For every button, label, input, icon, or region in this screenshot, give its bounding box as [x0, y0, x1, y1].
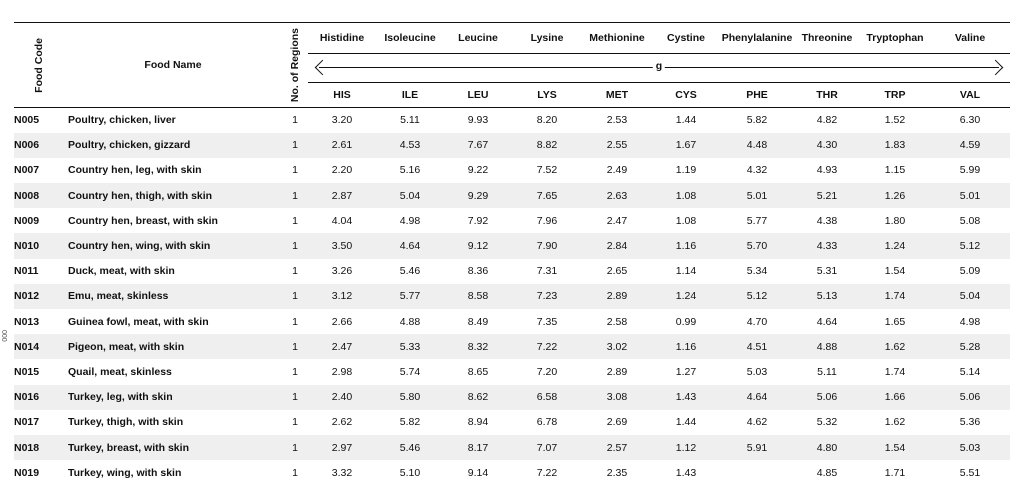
value-cell-leu: 8.36 — [467, 265, 489, 278]
value-cell-val: 5.09 — [959, 265, 981, 278]
regions-cell: 1 — [292, 365, 298, 378]
amino-abbr-ile: ILE — [376, 83, 444, 108]
value-cell-met: 2.58 — [606, 315, 628, 328]
value-cell-leu: 8.62 — [467, 391, 489, 404]
value-cell-met: 2.69 — [606, 416, 628, 429]
value-cell-met: 2.47 — [606, 214, 628, 227]
value-cell-leu: 7.92 — [467, 214, 489, 227]
value-cell-val: 5.99 — [959, 164, 981, 177]
food-code-cell: N006 — [14, 139, 40, 152]
value-cell-met: 2.35 — [606, 466, 628, 479]
value-cell-lys: 7.22 — [536, 340, 558, 353]
food-code-cell: N011 — [14, 265, 39, 278]
value-cell-thr: 4.80 — [816, 441, 838, 454]
amino-abbr-trp: TRP — [860, 83, 930, 108]
value-cell-thr: 4.88 — [816, 340, 838, 353]
value-cell-ile: 4.64 — [399, 240, 421, 253]
food-name-cell: Turkey, thigh, with skin — [68, 416, 184, 429]
food-name-cell: Poultry, chicken, gizzard — [68, 139, 191, 152]
value-cell-trp: 1.15 — [884, 164, 906, 177]
value-cell-trp: 1.54 — [884, 265, 906, 278]
table-row — [14, 460, 1010, 485]
value-cell-lys: 7.52 — [536, 164, 558, 177]
value-cell-his: 2.66 — [331, 315, 353, 328]
value-cell-thr: 5.06 — [816, 391, 838, 404]
value-cell-met: 3.08 — [606, 391, 628, 404]
food-name-cell: Turkey, breast, with skin — [68, 441, 189, 454]
value-cell-cys: 1.43 — [675, 466, 697, 479]
food-code-cell: N018 — [14, 441, 40, 454]
value-cell-lys: 7.23 — [536, 290, 558, 303]
regions-cell: 1 — [292, 290, 298, 303]
amino-abbr-his: HIS — [308, 83, 376, 108]
amino-abbr-val: VAL — [930, 83, 1010, 108]
value-cell-lys: 7.96 — [536, 214, 558, 227]
value-cell-lys: 7.35 — [536, 315, 558, 328]
value-cell-ile: 5.77 — [399, 290, 421, 303]
value-cell-cys: 1.08 — [675, 189, 697, 202]
value-cell-met: 2.63 — [606, 189, 628, 202]
value-cell-phe: 5.82 — [746, 114, 768, 127]
value-cell-thr: 5.32 — [816, 416, 838, 429]
value-cell-lys: 7.90 — [536, 240, 558, 253]
header-row-names — [14, 23, 1010, 54]
amino-abbr-leu: LEU — [444, 83, 512, 108]
value-cell-ile: 5.10 — [399, 466, 421, 479]
food-name-cell: Duck, meat, with skin — [68, 265, 175, 278]
value-cell-cys: 1.44 — [675, 416, 697, 429]
value-cell-lys: 8.20 — [536, 114, 558, 127]
value-cell-val: 5.28 — [959, 340, 981, 353]
food-code-cell: N010 — [14, 240, 40, 253]
value-cell-phe: 5.91 — [746, 441, 768, 454]
value-cell-his: 2.62 — [331, 416, 353, 429]
table-row — [14, 108, 1010, 133]
value-cell-his: 3.12 — [331, 290, 353, 303]
regions-cell: 1 — [292, 189, 298, 202]
value-cell-leu: 8.65 — [467, 365, 489, 378]
value-cell-leu: 8.17 — [467, 441, 489, 454]
table-row — [14, 435, 1010, 460]
table-row — [14, 208, 1010, 233]
value-cell-cys: 1.27 — [675, 365, 697, 378]
table-row — [14, 233, 1010, 258]
value-cell-phe: 5.03 — [746, 365, 768, 378]
arrow-left-icon — [315, 60, 331, 76]
regions-cell: 1 — [292, 164, 298, 177]
regions-cell: 1 — [292, 139, 298, 152]
regions-cell: 1 — [292, 340, 298, 353]
value-cell-lys: 6.58 — [536, 391, 558, 404]
value-cell-cys: 1.12 — [675, 441, 697, 454]
value-cell-leu: 9.93 — [467, 114, 489, 127]
food-code-cell: N013 — [14, 315, 40, 328]
value-cell-his: 2.40 — [331, 391, 353, 404]
value-cell-ile: 4.98 — [399, 214, 421, 227]
food-name-header: Food Name — [64, 23, 282, 108]
amino-name-val: Valine — [930, 23, 1010, 54]
unit-label: g — [653, 60, 665, 72]
value-cell-his: 2.20 — [331, 164, 353, 177]
food-name-cell: Quail, meat, skinless — [68, 365, 172, 378]
regions-cell: 1 — [292, 416, 298, 429]
table-row — [14, 259, 1010, 284]
amino-name-phe: Phenylalanine — [720, 23, 794, 54]
value-cell-his: 2.98 — [331, 365, 353, 378]
regions-cell: 1 — [292, 466, 298, 479]
food-code-cell: N019 — [14, 466, 40, 479]
amino-acid-table-container — [14, 22, 1006, 485]
table-row — [14, 309, 1010, 334]
food-code-cell: N015 — [14, 365, 40, 378]
value-cell-ile: 4.88 — [399, 315, 421, 328]
value-cell-val: 5.36 — [959, 416, 981, 429]
table-row — [14, 158, 1010, 183]
table-row — [14, 385, 1010, 410]
value-cell-his: 3.32 — [331, 466, 353, 479]
table-row — [14, 334, 1010, 359]
value-cell-ile: 5.46 — [399, 265, 421, 278]
value-cell-lys: 7.31 — [536, 265, 558, 278]
value-cell-phe — [720, 460, 794, 485]
amino-name-lys: Lysine — [512, 23, 582, 54]
value-cell-leu: 8.32 — [467, 340, 489, 353]
food-name-cell: Country hen, breast, with skin — [68, 214, 218, 227]
amino-name-cys: Cystine — [652, 23, 720, 54]
value-cell-cys: 1.19 — [675, 164, 697, 177]
value-cell-trp: 1.62 — [884, 340, 906, 353]
table-body — [14, 108, 1010, 486]
value-cell-val: 5.08 — [959, 214, 981, 227]
value-cell-phe: 4.48 — [746, 139, 768, 152]
value-cell-met: 2.55 — [606, 139, 628, 152]
value-cell-trp: 1.74 — [884, 365, 906, 378]
food-name-cell: Country hen, wing, with skin — [68, 240, 211, 253]
value-cell-thr: 4.33 — [816, 240, 838, 253]
value-cell-met: 2.53 — [606, 114, 628, 127]
value-cell-trp: 1.62 — [884, 416, 906, 429]
amino-name-trp: Tryptophan — [860, 23, 930, 54]
value-cell-cys: 1.08 — [675, 214, 697, 227]
food-code-cell: N017 — [14, 416, 40, 429]
value-cell-val: 5.01 — [959, 189, 981, 202]
value-cell-trp: 1.80 — [884, 214, 906, 227]
regions-cell: 1 — [292, 315, 298, 328]
regions-cell: 1 — [292, 441, 298, 454]
amino-name-thr: Threonine — [794, 23, 860, 54]
regions-cell: 1 — [292, 214, 298, 227]
value-cell-met: 2.89 — [606, 365, 628, 378]
food-name-cell: Turkey, leg, with skin — [68, 391, 173, 404]
table-row — [14, 133, 1010, 158]
value-cell-trp: 1.66 — [884, 391, 906, 404]
food-name-cell: Pigeon, meat, with skin — [68, 340, 185, 353]
value-cell-phe: 5.77 — [746, 214, 768, 227]
value-cell-leu: 8.94 — [467, 416, 489, 429]
value-cell-thr: 5.13 — [816, 290, 838, 303]
regions-cell: 1 — [292, 114, 298, 127]
value-cell-trp: 1.74 — [884, 290, 906, 303]
value-cell-met: 3.02 — [606, 340, 628, 353]
value-cell-cys: 1.16 — [675, 240, 697, 253]
value-cell-trp: 1.52 — [884, 114, 906, 127]
food-name-cell: Poultry, chicken, liver — [68, 114, 176, 127]
value-cell-trp: 1.54 — [884, 441, 906, 454]
value-cell-thr: 5.31 — [816, 265, 838, 278]
regions-header: No. of Regions — [282, 23, 308, 108]
value-cell-leu: 9.12 — [467, 240, 489, 253]
value-cell-leu: 7.67 — [467, 139, 489, 152]
food-name-cell: Guinea fowl, meat, with skin — [68, 315, 209, 328]
food-name-cell: Emu, meat, skinless — [68, 290, 169, 303]
food-code-cell: N012 — [14, 290, 40, 303]
value-cell-his: 3.20 — [331, 114, 353, 127]
value-cell-leu: 8.58 — [467, 290, 489, 303]
value-cell-cys: 1.44 — [675, 114, 697, 127]
table-row — [14, 284, 1010, 309]
value-cell-met: 2.57 — [606, 441, 628, 454]
value-cell-phe: 4.51 — [746, 340, 768, 353]
value-cell-val: 5.12 — [959, 240, 981, 253]
value-cell-ile: 5.11 — [400, 114, 420, 127]
value-cell-lys: 7.65 — [536, 189, 558, 202]
table-row — [14, 410, 1010, 435]
food-code-cell: N009 — [14, 214, 40, 227]
value-cell-lys: 7.20 — [536, 365, 558, 378]
value-cell-leu: 9.22 — [467, 164, 489, 177]
value-cell-cys: 0.99 — [675, 315, 697, 328]
value-cell-trp: 1.83 — [884, 139, 906, 152]
value-cell-his: 2.47 — [331, 340, 353, 353]
value-cell-his: 3.50 — [331, 240, 353, 253]
amino-name-leu: Leucine — [444, 23, 512, 54]
page-edge-mark: 000 — [0, 330, 7, 342]
regions-cell: 1 — [292, 265, 298, 278]
value-cell-leu: 9.14 — [467, 466, 489, 479]
value-cell-lys: 7.07 — [536, 441, 558, 454]
value-cell-thr: 5.11 — [817, 365, 837, 378]
value-cell-phe: 5.34 — [746, 265, 768, 278]
amino-abbr-phe: PHE — [720, 83, 794, 108]
food-code-header: Food Code — [14, 23, 64, 108]
value-cell-thr: 4.82 — [816, 114, 838, 127]
value-cell-thr: 4.30 — [816, 139, 838, 152]
amino-abbr-lys: LYS — [512, 83, 582, 108]
value-cell-val: 5.06 — [959, 391, 981, 404]
value-cell-val: 6.30 — [959, 114, 981, 127]
value-cell-val: 5.03 — [959, 441, 981, 454]
amino-acid-table — [14, 22, 1010, 485]
value-cell-lys: 7.22 — [536, 466, 558, 479]
value-cell-ile: 5.80 — [399, 391, 421, 404]
value-cell-cys: 1.24 — [675, 290, 697, 303]
value-cell-ile: 5.04 — [399, 189, 421, 202]
value-cell-his: 2.97 — [331, 441, 353, 454]
value-cell-met: 2.89 — [606, 290, 628, 303]
amino-abbr-thr: THR — [794, 83, 860, 108]
value-cell-trp: 1.24 — [884, 240, 906, 253]
value-cell-trp: 1.65 — [884, 315, 906, 328]
food-name-cell: Country hen, thigh, with skin — [68, 189, 213, 202]
value-cell-val: 5.51 — [959, 466, 981, 479]
value-cell-thr: 4.38 — [816, 214, 838, 227]
value-cell-leu: 8.49 — [467, 315, 489, 328]
value-cell-ile: 5.33 — [399, 340, 421, 353]
food-code-cell: N014 — [14, 340, 40, 353]
value-cell-ile: 5.82 — [399, 416, 421, 429]
value-cell-phe: 4.64 — [746, 391, 768, 404]
value-cell-phe: 5.01 — [746, 189, 768, 202]
unit-arrow-cell — [308, 54, 1010, 83]
value-cell-val: 5.14 — [959, 365, 981, 378]
arrow-right-icon — [988, 60, 1004, 76]
value-cell-met: 2.49 — [606, 164, 628, 177]
value-cell-his: 2.87 — [331, 189, 353, 202]
value-cell-val: 5.04 — [959, 290, 981, 303]
regions-cell: 1 — [292, 391, 298, 404]
amino-name-met: Methionine — [582, 23, 652, 54]
value-cell-ile: 4.53 — [399, 139, 421, 152]
value-cell-cys: 1.16 — [675, 340, 697, 353]
value-cell-phe: 4.70 — [746, 315, 768, 328]
food-name-cell: Turkey, wing, with skin — [68, 466, 182, 479]
value-cell-ile: 5.46 — [399, 441, 421, 454]
value-cell-cys: 1.43 — [675, 391, 697, 404]
value-cell-phe: 4.32 — [746, 164, 768, 177]
food-code-cell: N005 — [14, 114, 40, 127]
value-cell-phe: 5.70 — [746, 240, 768, 253]
value-cell-his: 3.26 — [331, 265, 353, 278]
regions-cell: 1 — [292, 240, 298, 253]
value-cell-met: 2.84 — [606, 240, 628, 253]
value-cell-thr: 5.21 — [816, 189, 838, 202]
amino-abbr-cys: CYS — [652, 83, 720, 108]
table-row — [14, 359, 1010, 384]
value-cell-leu: 9.29 — [467, 189, 489, 202]
food-name-cell: Country hen, leg, with skin — [68, 164, 202, 177]
value-cell-phe: 4.62 — [746, 416, 768, 429]
value-cell-lys: 6.78 — [536, 416, 558, 429]
value-cell-cys: 1.14 — [675, 265, 697, 278]
amino-name-his: Histidine — [308, 23, 376, 54]
value-cell-his: 2.61 — [331, 139, 353, 152]
value-cell-thr: 4.93 — [816, 164, 838, 177]
value-cell-ile: 5.16 — [399, 164, 421, 177]
value-cell-ile: 5.74 — [399, 365, 421, 378]
value-cell-phe: 5.12 — [746, 290, 768, 303]
food-code-cell: N016 — [14, 391, 40, 404]
value-cell-met: 2.65 — [606, 265, 628, 278]
food-code-cell: N007 — [14, 164, 40, 177]
amino-name-ile: Isoleucine — [376, 23, 444, 54]
value-cell-trp: 1.71 — [884, 466, 906, 479]
food-code-cell: N008 — [14, 189, 40, 202]
value-cell-trp: 1.26 — [884, 189, 906, 202]
value-cell-his: 4.04 — [331, 214, 353, 227]
value-cell-val: 4.98 — [959, 315, 981, 328]
table-row — [14, 183, 1010, 208]
amino-abbr-met: MET — [582, 83, 652, 108]
value-cell-lys: 8.82 — [536, 139, 558, 152]
value-cell-thr: 4.85 — [816, 466, 838, 479]
value-cell-cys: 1.67 — [675, 139, 697, 152]
value-cell-thr: 4.64 — [816, 315, 838, 328]
value-cell-val: 4.59 — [959, 139, 981, 152]
